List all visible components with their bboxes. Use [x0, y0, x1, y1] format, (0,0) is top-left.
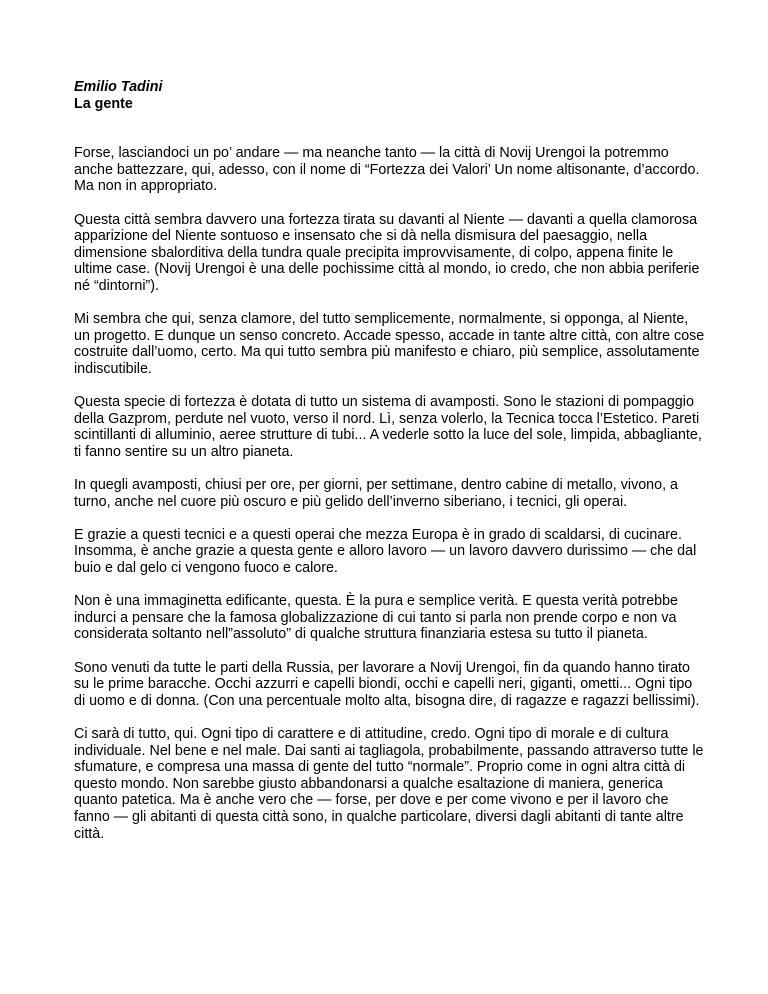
paragraph-8: Sono venuti da tutte le parti della Russia, per lavorare a Novij Urengoi, fin da quando hanno tirato su le prime baracche. Occhi azzurri e capelli biondi, occhi e capelli neri, giganti, ometti... Ogni tipo di uomo e di donna. (Con una percentuale molto alta, bisogna dire, di ragazze e ragazzi bellissimi).	[74, 659, 700, 709]
document-title: La gente	[74, 95, 133, 112]
paragraph-5: In quegli avamposti, chiusi per ore, per giorni, per settimane, dentro cabine di metallo, vivono, a turno, anche nel cuore più oscuro e più gelido dell’inverno siberiano, i tecnici, gli operai.	[74, 477, 678, 510]
author-name: Emilio Tadini	[74, 79, 163, 95]
paragraph-7: Non è una immaginetta edificante, questa. È la pura e semplice verità. E questa verità potrebbe indurci a pensare che la famosa globalizzazione di cui tanto si parla non prende corpo e non va considerata soltanto nell”assoluto” di qualche struttura finanziaria estesa su tutto il pianeta.	[74, 593, 678, 643]
paragraph-3: Mi sembra che qui, senza clamore, del tutto semplicemente, normalmente, si opponga, al Niente, un progetto. E dunque un senso concreto. Accade spesso, accade in tante altre città, con altre cose costruite dall’uomo, certo. Ma qui tutto sembra più manifesto e chiaro, più semplice, assolutamente indiscutibile.	[74, 311, 705, 377]
paragraph-6: E grazie a questi tecnici e a questi operai che mezza Europa è in grado di scaldarsi, di cucinare. Insomma, è anche grazie a questa gente e alloro lavoro — un lavoro davvero durissimo — che dal buio e dal gelo ci vengono fuoco e calore.	[74, 526, 697, 577]
paragraph-9: Ci sarà di tutto, qui. Ogni tipo di carattere e di attitudine, credo. Ogni tipo di morale e di cultura individuale. Nel bene e nel male. Dai santi ai tagliagola, probabilmente, passando attraverso tutte le sfumature, e compresa una massa di gente del tutto “normale”. Proprio come in ogni altra città di questo mondo. Non sarebbe giusto abbandonarsi a qualche esaltazione di maniera, generica quanto patetica. Ma è anche vero che — forse, per dove e per come vivono e per il lavoro che fanno — gli abitanti di questa città sono, in qualche particolare, diversi dagli abitanti di tante altre città.	[74, 725, 704, 842]
document-page	[74, 79, 706, 859]
paragraph-1: Forse, lasciandoci un po’ andare — ma neanche tanto — la città di Novij Urengoi la potremmo anche battezzare, qui, adesso, con il nome di “Fortezza dei Valori’ Un nome altisonante, d’accordo. Ma non in appropriato.	[74, 145, 700, 195]
paragraph-2: Questa città sembra davvero una fortezza tirata su davanti al Niente — davanti a quella clamorosa apparizione del Niente sontuoso e insensato che si dà nella dismisura del paesaggio, nella dimensione sbalorditiva della tundra quale precipita improvvisamente, di colpo, appena finite le ultime case. (Novij Urengoi è una delle pochissime città al mondo, io credo, che non abbia periferie né “dintorni”).	[74, 211, 700, 294]
paragraph-4: Questa specie di fortezza è dotata di tutto un sistema di avamposti. Sono le stazioni di pompaggio della Gazprom, perdute nel vuoto, verso il nord. Lì, senza volerlo, la Tecnica tocca l’Estetico. Pareti scintillanti di alluminio, aeree strutture di tubi... A vederle sotto la luce del sole, limpida, abbagliante, ti fanno sentire su un altro pianeta.	[74, 394, 702, 460]
